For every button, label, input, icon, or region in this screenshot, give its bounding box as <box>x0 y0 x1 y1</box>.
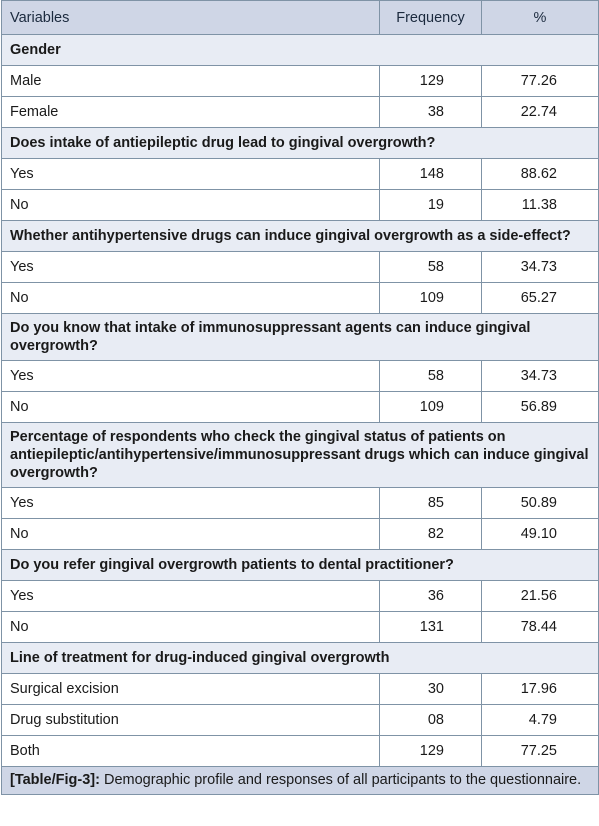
row-frequency: 129 <box>380 66 482 97</box>
row-frequency: 36 <box>380 581 482 612</box>
section-row <box>2 221 599 252</box>
row-frequency: 85 <box>380 488 482 519</box>
header-row <box>2 1 599 35</box>
table-row <box>2 488 599 519</box>
row-percent: 56.89 <box>482 392 599 423</box>
section-title: Line of treatment for drug-induced gingival overgrowth <box>2 643 599 674</box>
row-frequency: 30 <box>380 674 482 705</box>
section-row <box>2 643 599 674</box>
row-percent: 49.10 <box>482 519 599 550</box>
row-label: Yes <box>2 252 380 283</box>
row-frequency: 109 <box>380 392 482 423</box>
row-frequency: 19 <box>380 190 482 221</box>
row-percent: 78.44 <box>482 612 599 643</box>
row-percent: 17.96 <box>482 674 599 705</box>
table-row <box>2 519 599 550</box>
section-title: Do you refer gingival overgrowth patients to dental practitioner? <box>2 550 599 581</box>
row-label: No <box>2 392 380 423</box>
table-caption <box>2 767 599 795</box>
row-label: Surgical excision <box>2 674 380 705</box>
section-row <box>2 550 599 581</box>
row-frequency: 129 <box>380 736 482 767</box>
row-percent: 65.27 <box>482 283 599 314</box>
section-row <box>2 35 599 66</box>
table-row <box>2 283 599 314</box>
row-percent: 21.56 <box>482 581 599 612</box>
table-body <box>2 35 599 767</box>
table-row <box>2 612 599 643</box>
row-frequency: 109 <box>380 283 482 314</box>
responses-table <box>1 0 599 795</box>
row-label: Both <box>2 736 380 767</box>
row-label: Yes <box>2 361 380 392</box>
header-frequency: Frequency <box>380 1 482 35</box>
row-percent: 11.38 <box>482 190 599 221</box>
row-frequency: 58 <box>380 361 482 392</box>
header-variables: Variables <box>2 1 380 35</box>
table-row <box>2 392 599 423</box>
row-percent: 77.25 <box>482 736 599 767</box>
row-percent: 34.73 <box>482 361 599 392</box>
row-label: Yes <box>2 159 380 190</box>
table-row <box>2 705 599 736</box>
caption-label: [Table/Fig-3]: <box>10 772 100 788</box>
section-row <box>2 314 599 361</box>
row-frequency: 08 <box>380 705 482 736</box>
row-percent: 4.79 <box>482 705 599 736</box>
row-label: Male <box>2 66 380 97</box>
section-title: Percentage of respondents who check the gingival status of patients on antiepileptic/antihypertensive/immunosuppressant drugs which can induce gingival overgrowth? <box>2 423 599 488</box>
table-row <box>2 252 599 283</box>
section-row <box>2 423 599 488</box>
row-percent: 34.73 <box>482 252 599 283</box>
caption-text: Demographic profile and responses of all participants to the questionnaire. <box>99 772 582 788</box>
row-percent: 77.26 <box>482 66 599 97</box>
row-label: Female <box>2 97 380 128</box>
table-row <box>2 190 599 221</box>
row-label: Drug substitution <box>2 705 380 736</box>
row-frequency: 82 <box>380 519 482 550</box>
table-figure <box>1 0 598 795</box>
row-percent: 50.89 <box>482 488 599 519</box>
table-row <box>2 674 599 705</box>
section-row <box>2 128 599 159</box>
section-title: Does intake of antiepileptic drug lead to gingival overgrowth? <box>2 128 599 159</box>
table-row <box>2 97 599 128</box>
row-frequency: 38 <box>380 97 482 128</box>
row-frequency: 131 <box>380 612 482 643</box>
row-label: Yes <box>2 488 380 519</box>
table-row <box>2 736 599 767</box>
row-label: No <box>2 283 380 314</box>
section-title: Whether antihypertensive drugs can induce gingival overgrowth as a side-effect? <box>2 221 599 252</box>
row-label: No <box>2 519 380 550</box>
table-row <box>2 159 599 190</box>
caption-row <box>2 767 599 795</box>
row-label: No <box>2 190 380 221</box>
section-title: Gender <box>2 35 599 66</box>
table-row <box>2 66 599 97</box>
row-label: No <box>2 612 380 643</box>
table-row <box>2 581 599 612</box>
section-title: Do you know that intake of immunosuppressant agents can induce gingival overgrowth? <box>2 314 599 361</box>
row-frequency: 58 <box>380 252 482 283</box>
header-percent: % <box>482 1 599 35</box>
table-row <box>2 361 599 392</box>
row-label: Yes <box>2 581 380 612</box>
row-percent: 22.74 <box>482 97 599 128</box>
row-percent: 88.62 <box>482 159 599 190</box>
row-frequency: 148 <box>380 159 482 190</box>
